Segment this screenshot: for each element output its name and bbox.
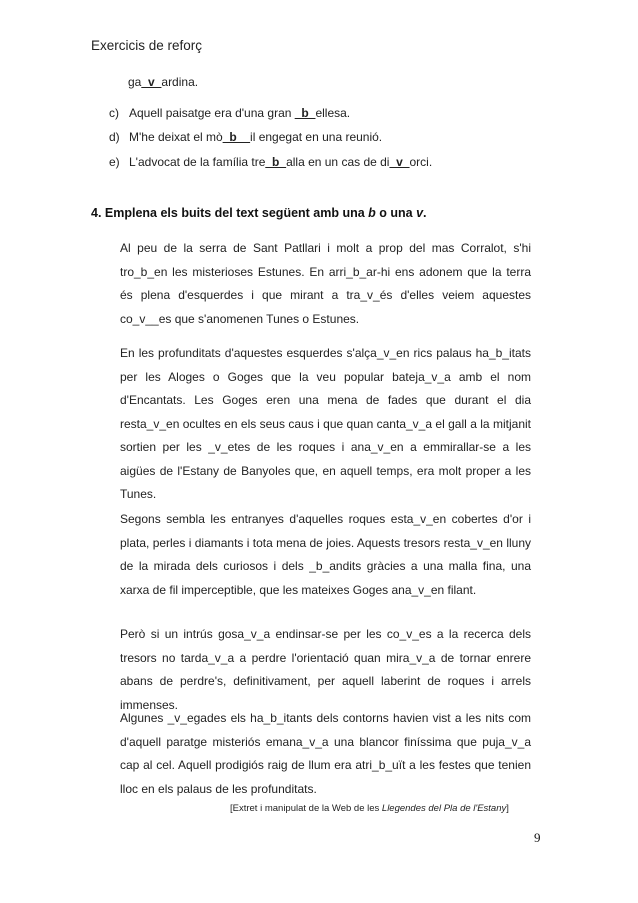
section-heading [91, 206, 427, 220]
citation-suffix: ] [506, 803, 509, 814]
answer-blank: _b_ [294, 106, 316, 120]
sentence-label: d) [109, 130, 120, 144]
sentence-text: L'advocat de la família tre [129, 155, 266, 169]
paragraph: Algunes _v_egades els ha_b_itants dels contorns havien vist a les nits com d'aquell paratge misteriós emana_v_a una blancor finíssima que puja_v_a cap al cel. Aquell prodigiós raig de llum era atri_b_uït a les festes que tenien lloc en els palaus de les profunditats. [120, 711, 531, 796]
section-title-text: Emplena els buits del text següent amb una [101, 206, 369, 220]
sentence-text: ga [128, 75, 142, 89]
source-citation [230, 803, 509, 814]
sentence-d [109, 130, 382, 144]
sentence-label: e) [109, 155, 120, 169]
sentence-text: ellesa. [315, 106, 351, 120]
citation-prefix: [Extret i manipulat de la Web de les [230, 803, 382, 814]
section-title-text: o una [375, 206, 417, 220]
paragraph: Al peu de la serra de Sant Patllari i molt a prop del mas Corralot, s'hi tro_b_en les misterioses Estunes. En arri_b_ar-hi ens adonem que la terra és plena d'esquerdes i que mirant a tra_v_és d'elles veiem aquestes co_v__es que s'anomenen Tunes o Estunes. [120, 241, 531, 326]
sentence-text: Aquell paisatge era d'una gran [129, 106, 295, 120]
section-letter-b: b [368, 206, 376, 220]
section-number: 4. [91, 206, 102, 220]
page-header: Exercicis de reforç [91, 38, 203, 53]
sentence-text: il engegat en una reunió. [250, 130, 383, 144]
section-title-text: . [423, 206, 427, 220]
sentence-text: ardina. [161, 75, 199, 89]
sentence-e [109, 155, 432, 169]
sentence-text: M'he deixat el mò [129, 130, 223, 144]
sentence-c [109, 106, 350, 120]
sentence-continuation [128, 75, 198, 89]
answer-blank: _b__ [222, 130, 251, 144]
paragraph: Segons sembla les entranyes d'aquelles roques esta_v_en cobertes d'or i plata, perles i diamants i tota mena de joies. Aquests tresors resta_v_en lluny de la mirada dels curiosos i dels _b_andits gràcies a una malla fina, una xarxa de fil imperceptible, que les mateixes Goges ana_v_en filant. [120, 512, 531, 597]
section-letter-v: v [416, 206, 424, 220]
answer-blank: _v_ [389, 155, 410, 169]
paragraph: En les profunditats d'aquestes esquerdes s'alça_v_en rics palaus ha_b_itats per les Aloges o Goges que la veu popular bateja_v_a amb el nom d'Encantats. Les Goges eren una mena de fades que durant el dia resta_v_en ocultes en els seus caus i que quan canta_v_a el gall a la mitjanit sortien per les _v_etes de les roques i ana_v_en a emmirallar-se a les aigües de l'Estany de Banyoles que, en aquell temps, era molt proper a les Tunes. [120, 346, 531, 501]
answer-blank: _v_ [141, 75, 162, 89]
sentence-label: c) [109, 106, 119, 120]
paragraph: Però si un intrús gosa_v_a endinsar-se per les co_v_es a la recerca dels tresors no tarda_v_a a perdre l'orientació quan mira_v_a de tornar enrere abans de perdre's, definitivament, per aquell laberint de roques i arrels immenses. [120, 627, 531, 712]
page-number: 9 [534, 830, 541, 845]
citation-title: Llegendes del Pla de l'Estany [381, 803, 507, 814]
sentence-text: orci. [409, 155, 433, 169]
answer-blank: _b_ [265, 155, 287, 169]
sentence-text: alla en un cas de di [286, 155, 390, 169]
